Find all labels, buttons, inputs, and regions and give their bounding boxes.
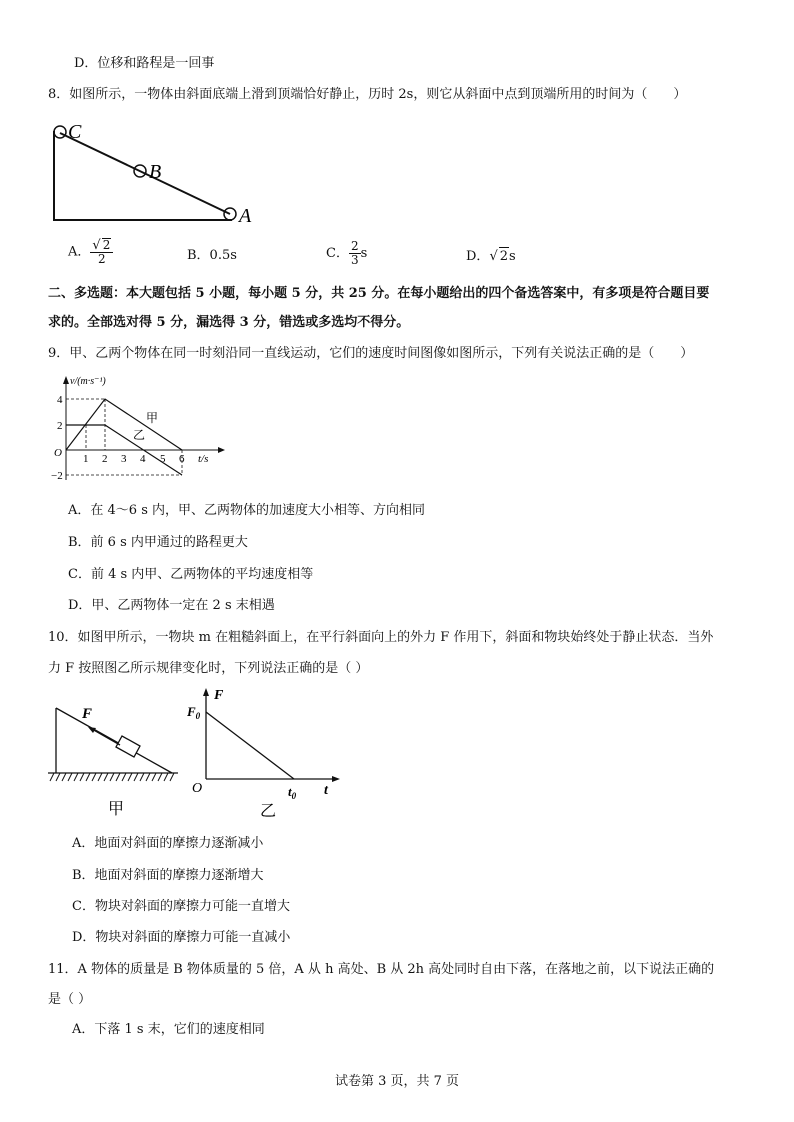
figure-vt-graph-q9 [48, 374, 228, 486]
figure-jia-caption: 甲 [108, 801, 125, 818]
q9-option-b: B．前 6 s 内甲通过的路程更大 [68, 535, 248, 550]
question-8: 8．如图所示，一物体由斜面底端上滑到顶端恰好静止，历时 2s，则它从斜面中点到顶端所用的时间为（ ） [48, 87, 687, 102]
q10-option-a: A．地面对斜面的摩擦力逐渐减小 [72, 836, 264, 851]
q8-option-c: C． $\frac{2}{3}$ s [326, 239, 368, 267]
force-label-f: F [82, 706, 93, 722]
label-c: C [68, 121, 82, 143]
q7-option-d: D．位移和路程是一回事 [74, 56, 215, 71]
figure-incline-q8 [50, 116, 270, 226]
section-2-heading-line2: 求的。全部选对得 5 分，漏选得 3 分，错选或多选均不得分。 [48, 315, 410, 330]
q9-option-d: D．甲、乙两物体一定在 2 s 末相遇 [68, 598, 275, 613]
figure-yi-f-t-graph-q10 [186, 686, 346, 826]
q8-option-b: B．0.5s [187, 248, 237, 263]
q9-option-a: A．在 4～6 s 内，甲、乙两物体的加速度大小相等、方向相同 [68, 503, 425, 518]
origin-label: O [54, 447, 62, 459]
v-axis-label: v/(m·s⁻¹) [70, 376, 106, 387]
x-tick-2: 2 [102, 453, 108, 465]
y-tick-2: 2 [57, 420, 63, 432]
x-tick-6: 6 [179, 453, 185, 465]
t-axis-label: t [324, 783, 328, 798]
figure-yi-caption: 乙 [260, 803, 277, 820]
x-tick-5: 5 [160, 453, 166, 465]
t-axis-label: t/s [198, 453, 209, 465]
q10-option-c: C．物块对斜面的摩擦力可能一直增大 [72, 899, 290, 914]
x-tick-3: 3 [121, 453, 127, 465]
q8-option-d: D．√ 2s [466, 249, 516, 264]
question-10-line1: 10．如图甲所示，一物块 m 在粗糙斜面上，在平行斜面向上的外力 F 作用下，斜面和物块始终处于静止状态．当外 [48, 630, 714, 645]
figure-jia-incline-q10 [46, 700, 186, 820]
question-9: 9．甲、乙两个物体在同一时刻沿同一直线运动，它们的速度时间图像如图所示，下列有关说法正确的是（ ） [48, 346, 694, 361]
x-tick-4: 4 [140, 453, 146, 465]
f0-label: $F_0$ [187, 704, 201, 721]
label-b: B [149, 161, 162, 183]
q10-option-b: B．地面对斜面的摩擦力逐渐增大 [72, 868, 264, 883]
origin-label: O [192, 781, 203, 796]
q11-option-a: A．下落 1 s 末，它们的速度相同 [72, 1022, 265, 1037]
q9-option-c: C．前 4 s 内甲、乙两物体的平均速度相等 [68, 567, 314, 582]
page-footer: 试卷第 3 页，共 7 页 [334, 1074, 460, 1089]
question-11-line1: 11．A 物体的质量是 B 物体质量的 5 倍，A 从 h 高处、B 从 2h 高处同时自由下落，在落地之前，以下说法正确的 [48, 962, 715, 977]
series-jia-label: 甲 [146, 411, 159, 425]
question-10-line2: 力 F 按照图乙所示规律变化时，下列说法正确的是（ ） [48, 661, 369, 676]
t0-label: $t_0$ [288, 784, 297, 801]
fraction: $\frac{√ 2}{2}$ [90, 238, 113, 266]
series-yi-label: 乙 [133, 428, 146, 442]
q8-option-a: A． $\frac{√ 2}{2}$ [68, 238, 113, 274]
x-tick-1: 1 [83, 453, 89, 465]
y-tick-4: 4 [57, 394, 63, 406]
question-11-line2: 是（ ） [48, 992, 92, 1007]
f-axis-label: F [214, 688, 224, 703]
section-2-heading-line1: 二、多选题：本大题包括 5 小题，每小题 5 分，共 25 分。在每小题给出的四个备选答案中，有多项是符合题目要 [48, 286, 710, 301]
q10-option-d: D．物块对斜面的摩擦力可能一直减小 [72, 930, 291, 945]
label-a: A [239, 205, 252, 227]
y-tick-neg2: −2 [51, 470, 63, 482]
